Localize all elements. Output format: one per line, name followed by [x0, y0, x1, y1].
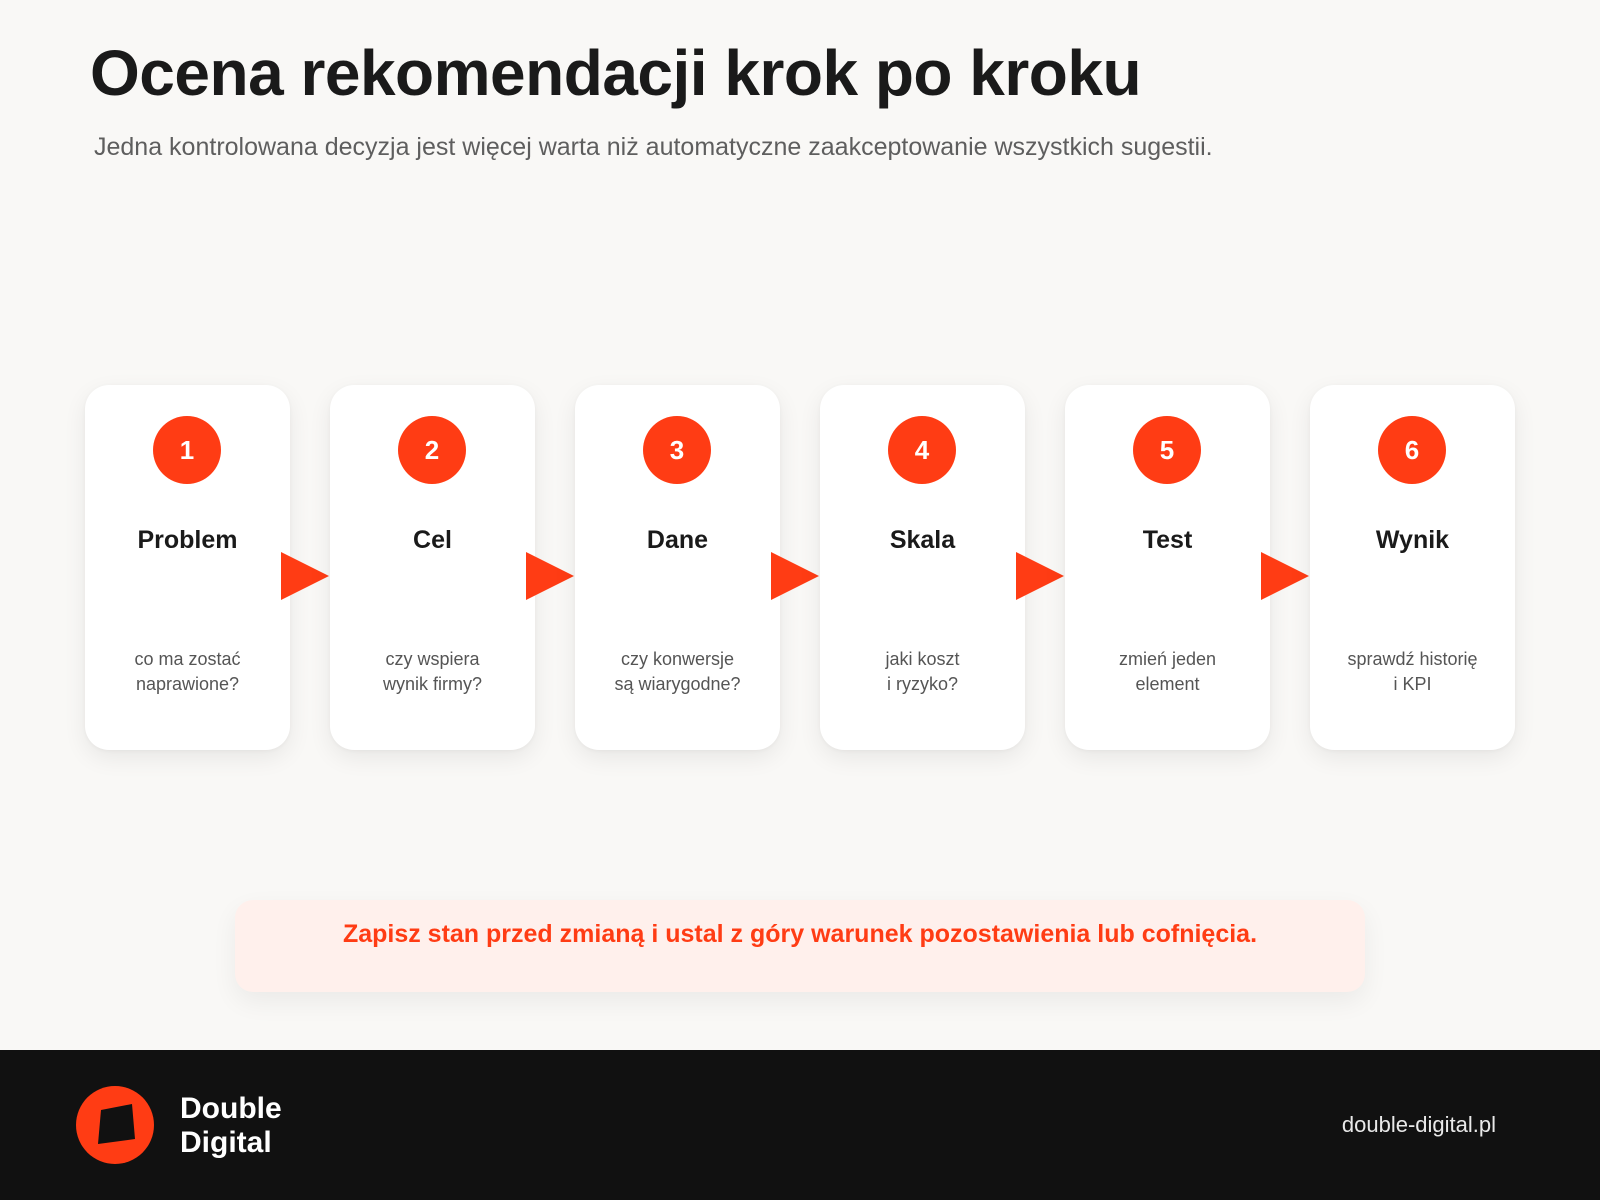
page-subtitle: Jedna kontrolowana decyzja jest więcej warta niż automatyczne zaakceptowanie wszystkich sugestii.: [94, 133, 1213, 161]
step-card-6: [1310, 385, 1515, 750]
step-description: czy wspiera wynik firmy?: [382, 649, 482, 694]
step-title: Skala: [889, 526, 956, 554]
step-number-badge: 5: [1133, 416, 1201, 484]
step-description: sprawdź historię i KPI: [1347, 649, 1478, 694]
callout-box: [235, 900, 1365, 992]
step-number-badge: 2: [398, 416, 466, 484]
arrow-right-icon: [281, 552, 329, 600]
step-card-5: [1065, 385, 1270, 750]
step-title: Cel: [413, 526, 452, 554]
step-title: Problem: [137, 526, 238, 554]
callout-text: Zapisz stan przed zmianą i ustal z góry warunek pozostawienia lub cofnięcia.: [342, 920, 1258, 948]
step-number-badge: 3: [643, 416, 711, 484]
step-title: Test: [1142, 526, 1193, 554]
step-description: co ma zostać naprawione?: [134, 649, 241, 694]
step-card-2: [330, 385, 535, 750]
page-title: Ocena rekomendacji krok po kroku: [90, 37, 1142, 109]
site-url-link[interactable]: double-digital.pl: [1341, 1112, 1496, 1137]
arrow-right-icon: [526, 552, 574, 600]
step-number-badge: 4: [888, 416, 956, 484]
step-title: Dane: [646, 526, 709, 554]
step-card-1: [85, 385, 290, 750]
arrow-right-icon: [1261, 552, 1309, 600]
step-number-badge: 1: [153, 416, 221, 484]
logo-line-1: Double: [180, 1092, 282, 1125]
step-card-4: [820, 385, 1025, 750]
step-title: Wynik: [1375, 526, 1450, 554]
logo-line-2: Digital: [180, 1126, 272, 1159]
step-description: zmień jeden element: [1118, 649, 1217, 694]
step-card-3: [575, 385, 780, 750]
double-digital-logo-icon: [76, 1086, 154, 1164]
arrow-right-icon: [771, 552, 819, 600]
step-description: jaki koszt i ryzyko?: [885, 649, 960, 694]
logo-wordmark: [180, 1092, 282, 1160]
step-number-badge: 6: [1378, 416, 1446, 484]
footer: [0, 1050, 1600, 1200]
step-description: czy konwersje są wiarygodne?: [614, 649, 741, 694]
arrow-right-icon: [1016, 552, 1064, 600]
